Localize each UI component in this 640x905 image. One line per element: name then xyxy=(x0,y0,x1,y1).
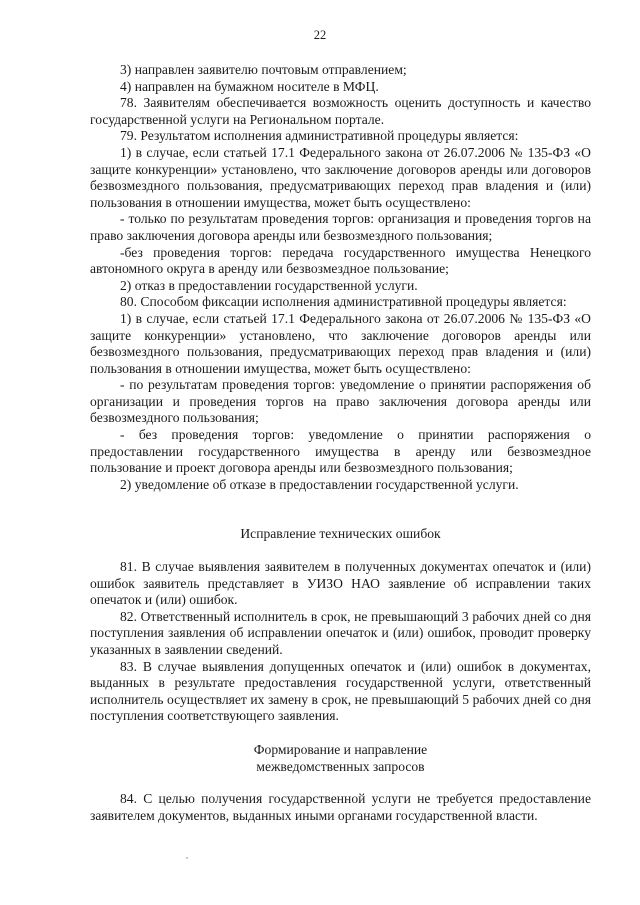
section-spacer xyxy=(90,493,591,526)
paragraph: 80. Способом фиксации исполнения административной процедуры является: xyxy=(120,294,567,310)
paragraph: 2) отказ в предоставлении государственной услуги. xyxy=(120,277,418,293)
section-heading-interagency-requests xyxy=(90,742,591,775)
document-body xyxy=(90,62,591,824)
paragraph: 3) направлен заявителю почтовым отправлением; xyxy=(120,62,407,77)
section-heading-technical-errors: Исправление технических ошибок xyxy=(240,526,441,542)
section-spacer xyxy=(90,725,591,742)
paragraph: 4) направлен на бумажном носителе в МФЦ. xyxy=(120,78,379,94)
paragraph: -без проведения торгов: передача государственного имущества Ненецкого автономного округа в аренду или безвозмездное пользование; xyxy=(90,244,591,277)
heading-line: Формирование и направление xyxy=(253,741,428,757)
section-spacer xyxy=(90,543,591,559)
paragraph: - только по результатам проведения торгов: организация и проведения торгов на право заключения договора аренды или безвозмездного пользования; xyxy=(90,211,591,243)
page-number: 22 xyxy=(313,28,327,42)
paragraph: - без проведения торгов: уведомление о принятии распоряжения о предоставлении государственного имущества в аренду или безвозмездное пользование и проект договора аренды или безвозмездного пользования; xyxy=(90,427,591,476)
paragraph: 1) в случае, если статьей 17.1 Федерального закона от 26.07.2006 № 135-ФЗ «О защите конкуренции» установлено, что заключение договоров аренды или договоров безвозмездного пользования, предусматривающих переход прав владения и (или) пользования в отношении имущества, может быть осуществлено: xyxy=(90,144,591,210)
paragraph: 81. В случае выявления заявителем в полученных документах опечаток и (или) ошибок заявитель представляет в УИЗО НАО заявление об исправлении таких опечаток и (или) ошибок. xyxy=(90,559,591,608)
paragraph: 2) уведомление об отказе в предоставлении государственной услуги. xyxy=(120,476,519,492)
paragraph: 78. Заявителям обеспечивается возможность оценить доступность и качество государственной услуги на Региональном портале. xyxy=(90,95,591,127)
paragraph: 84. С целью получения государственной услуги не требуется предоставление заявителем документов, выданных иными органами государственной власти. xyxy=(90,791,591,823)
paragraph: 82. Ответственный исполнитель в срок, не превышающий 3 рабочих дней со дня поступления заявления об исправлении опечаток и (или) ошибок, проводит проверку указанных в заявлении сведений. xyxy=(90,608,591,657)
section-spacer xyxy=(90,775,591,791)
heading-line: межведомственных запросов xyxy=(256,758,425,774)
scan-artifact xyxy=(186,857,188,859)
paragraph: 79. Результатом исполнения административной процедуры является: xyxy=(120,128,519,144)
paragraph: 83. В случае выявления допущенных опечаток и (или) ошибок в документах, выданных в результате предоставления государственной услуги, ответственный исполнитель осуществляет их замену в срок, не превышающий 5 рабочих дней со дня поступления соответствующего заявления. xyxy=(90,658,591,724)
paragraph: 1) в случае, если статьей 17.1 Федерального закона от 26.07.2006 № 135-ФЗ «О защите конкуренции» установлено, что заключение договоров аренды или безвозмездного пользования, предусматривающих переход прав владения и (или) пользования в отношении имущества, может быть осуществлено: xyxy=(90,310,591,376)
paragraph: - по результатам проведения торгов: уведомление о принятии распоряжения об организации и проведения торгов на право заключения договора аренды или безвозмездного пользования; xyxy=(90,377,591,426)
